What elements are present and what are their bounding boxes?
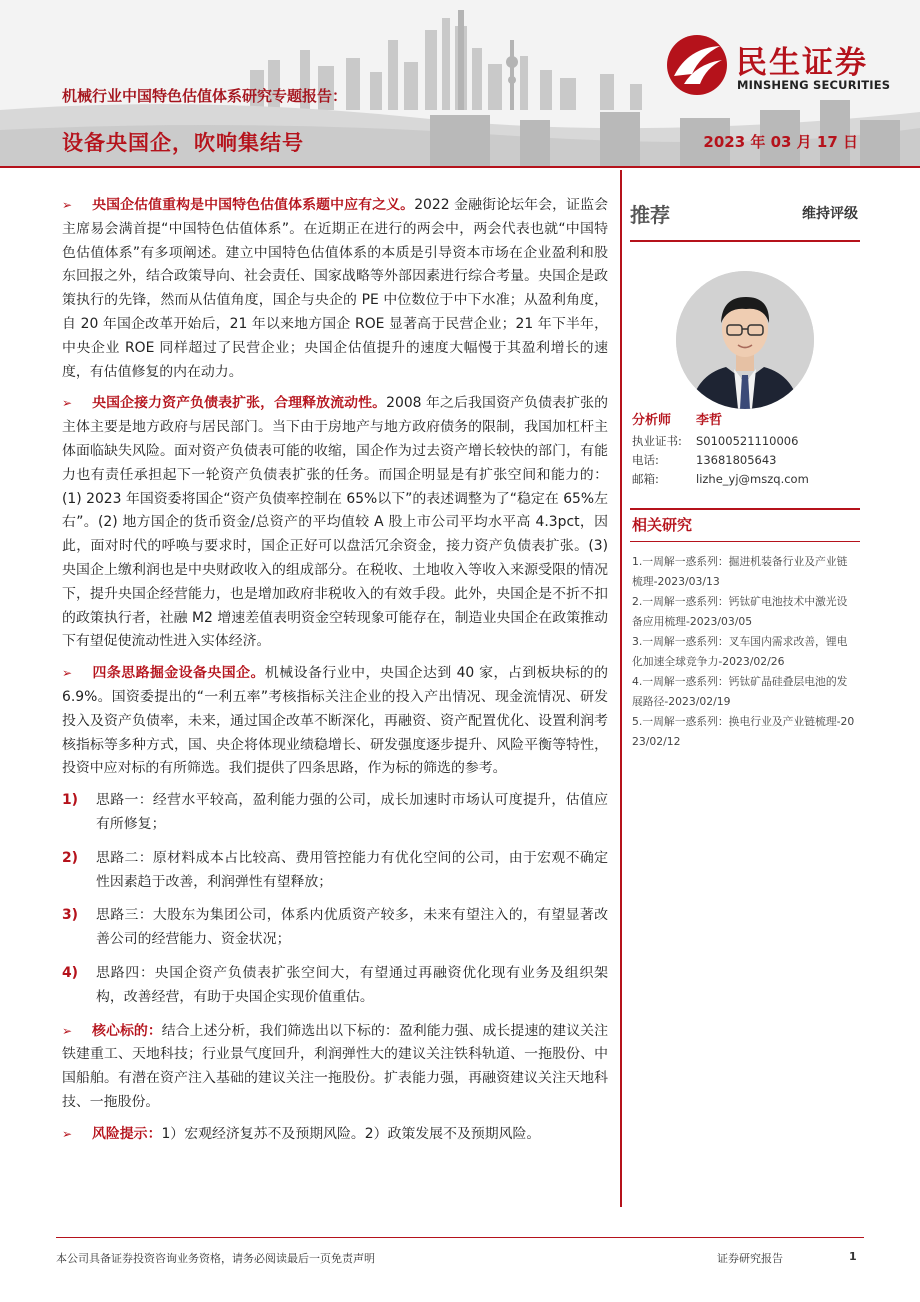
cert-row <box>632 432 860 451</box>
paragraph-risk <box>62 1123 608 1147</box>
email-label: 邮箱: <box>632 472 659 486</box>
paragraph-heading: 四条思路掘金设备央国企。 <box>92 665 265 682</box>
rating-label: 推荐 <box>630 203 670 227</box>
analyst-name: 李哲 <box>696 413 723 428</box>
footer-divider <box>56 1237 864 1238</box>
idea-number: 1) <box>62 792 79 809</box>
sidebar <box>630 170 860 242</box>
paragraph-heading: 央国企接力资产负债表扩张，合理释放流动性。 <box>92 395 387 412</box>
phone-row <box>632 451 860 470</box>
rating-box <box>630 170 860 242</box>
idea-number: 3) <box>62 907 79 924</box>
related-research-list <box>630 542 860 752</box>
idea-number: 2) <box>62 849 79 866</box>
analyst-name-row <box>632 411 860 430</box>
arrow-bullet-icon: ➢ <box>62 666 73 681</box>
related-research-item[interactable]: 3.一周解一惑系列：叉车国内需求改善，锂电化加速全球竞争力-2023/02/26 <box>632 635 848 668</box>
footer-doc-type: 证券研究报告 <box>717 1252 783 1265</box>
idea-text: 思路二：原材料成本占比较高、费用管控能力有优化空间的公司，由于宏观不确定性因素趋于改善，利润弹性有望释放； <box>96 849 608 890</box>
paragraph-core-targets <box>62 1020 608 1115</box>
paragraph-heading: 核心标的： <box>92 1022 162 1039</box>
cert-value: S0100521110006 <box>696 434 799 448</box>
logo-text-cn: 民生证券 <box>736 45 868 81</box>
idea-number: 4) <box>62 964 79 981</box>
arrow-bullet-icon: ➢ <box>62 198 73 212</box>
rating-action: 维持评级 <box>802 206 858 222</box>
arrow-bullet-icon: ➢ <box>62 396 73 411</box>
analyst-portrait-image <box>676 271 814 409</box>
email-row <box>632 470 860 489</box>
paragraph-valuation <box>62 194 608 384</box>
paragraph-body: 机械设备行业中，央国企达到 40 家，占到板块标的的 6.9%。国资委提出的“一利五率”考核指标关注企业的投入产出情况、现金流情况、研发投入及资产负债率，未来，通过国企改革不断深化，再融资、资产配置优化、设置利润考核指标等多种方式，国、央企将体现业绩稳增长、研发强度逐步提升、风险平衡等特性，投资中应对标的有所筛选。我们提供了四条思路，作为标的筛选的参考。 <box>62 665 608 777</box>
related-research-item[interactable]: 2.一周解一惑系列：钙钛矿电池技术中激光设备应用梳理-2023/03/05 <box>632 595 848 628</box>
related-research-title: 相关研究 <box>630 508 860 542</box>
header-banner <box>0 0 920 168</box>
banner-divider <box>0 166 920 168</box>
paragraph-body: 1）宏观经济复苏不及预期风险。2）政策发展不及预期风险。 <box>161 1125 541 1142</box>
page-number: 1 <box>849 1250 857 1263</box>
paragraph-body: 2008 年之后我国资产负债表扩张的主体主要是地方政府与居民部门。当下由于房地产与地方政府债务的限制，我国加杠杆主体面临缺失风险。面对资产负债表可能的收缩，国企作为过去资产增长较快的部门，有能力也有责任承担起下一轮资产负债表扩张的任务。而国企明显是有扩张空间和能力的：(1) 2023 年国资委将国企“资产负债率控制在 65%以下”的表述调整为了“稳定在 65%左右”。(2) 地方国企的货币资金/总资产的平均值较 A 股上市公司平均水平高 4.3pct，因此，面对时代的呼唤与要求时，国企正好可以盘活冗余资金，接力资产负债表扩张。(3) 央国企上缴利润也是中央财政收入的组成部分。在税收、土地收入等收入来源受限的情况下，提升央国企经营能力，也是增加政府非税收入的有效手段。此外，央国企是不折不扣的政策执行者，社融 M2 增速差值表明资金空转现象可能存在，制造业央国企在政策推动下有望促使流动性进入实体经济。 <box>62 395 608 650</box>
report-title: 设备央国企，吹响集结号 <box>62 131 304 155</box>
idea-text: 思路三：大股东为集团公司，体系内优质资产较多，未来有望注入的，有望显著改善公司的经营能力、资金状况； <box>96 907 608 948</box>
idea-item <box>62 789 608 837</box>
paragraph-body: 2022 金融街论坛年会，证监会主席易会满首提“中国特色估值体系”。在近期正在进行的两会中，两会代表也就“中国特色估值体系”有多项阐述。建立中国特色估值体系的本质是引导资本市场在企业盈利和股东回报之外，结合政策导向、社会责任、国家战略等外部因素进行综合考量。央国企是政策执行的先锋，然而从估值角度，国企与央企的 PE 中位数位于中下水准；从盈利角度，自 20 年国企改革开始后，21 年以来地方国企 ROE 显著高于民营企业；21 年下半年，中央企业 ROE 同样超过了民营企业；央国企估值提升的速度大幅慢于其盈利增长的速度，有估值修复的内在动力。 <box>62 197 608 380</box>
arrow-bullet-icon: ➢ <box>62 1023 73 1038</box>
cert-label: 执业证书: <box>632 434 682 448</box>
report-series-title: 机械行业中国特色估值体系研究专题报告： <box>62 87 348 105</box>
column-divider <box>620 170 622 1207</box>
phone-value: 13681805643 <box>696 453 777 467</box>
footer-disclaimer: 本公司具备证券投资咨询业务资格，请务必阅读最后一页免责声明 <box>56 1252 375 1265</box>
email-value[interactable]: lizhe_yj@mszq.com <box>696 472 809 486</box>
related-research-item[interactable]: 5.一周解一惑系列：换电行业及产业链梳理-2023/02/12 <box>632 715 855 748</box>
paragraph-four-ideas <box>62 662 608 781</box>
minsheng-logo-icon <box>666 34 728 96</box>
idea-item <box>62 847 608 895</box>
analyst-label: 分析师 <box>632 413 672 428</box>
main-content <box>62 194 608 1154</box>
related-research-item[interactable]: 1.一周解一惑系列：掘进机装备行业及产业链梳理-2023/03/13 <box>632 555 848 588</box>
arrow-bullet-icon: ➢ <box>62 1126 73 1141</box>
paragraph-balance-sheet <box>62 392 608 654</box>
paragraph-heading: 风险提示： <box>92 1125 162 1142</box>
analyst-photo <box>676 271 814 409</box>
idea-item <box>62 962 608 1010</box>
idea-item <box>62 904 608 952</box>
related-research <box>630 508 860 752</box>
idea-text: 思路一：经营水平较高，盈利能力强的公司，成长加速时市场认可度提升，估值应有所修复； <box>96 792 608 832</box>
paragraph-body: 结合上述分析，我们筛选出以下标的：盈利能力强、成长提速的建议关注铁建重工、天地科技；行业景气度回升，利润弹性大的建议关注铁科轨道、一拖股份、中国船舶。有潜在资产注入基础的建议关注一拖股份。扩表能力强，再融资建议关注天地科技、一拖股份。 <box>62 1022 608 1110</box>
related-research-item[interactable]: 4.一周解一惑系列：钙钛矿晶硅叠层电池的发展路径-2023/02/19 <box>632 675 848 708</box>
company-logo <box>666 34 900 98</box>
phone-label: 电话: <box>632 453 659 467</box>
paragraph-heading: 央国企估值重构是中国特色估值体系题中应有之义。 <box>92 197 415 213</box>
analyst-info <box>632 411 860 489</box>
logo-text-en: MINSHENG SECURITIES <box>737 78 891 92</box>
report-date: 2023 年 03 月 17 日 <box>703 133 858 151</box>
idea-text: 思路四：央国企资产负债表扩张空间大，有望通过再融资优化现有业务及组织架构，改善经营，有助于央国企实现价值重估。 <box>96 964 608 1005</box>
